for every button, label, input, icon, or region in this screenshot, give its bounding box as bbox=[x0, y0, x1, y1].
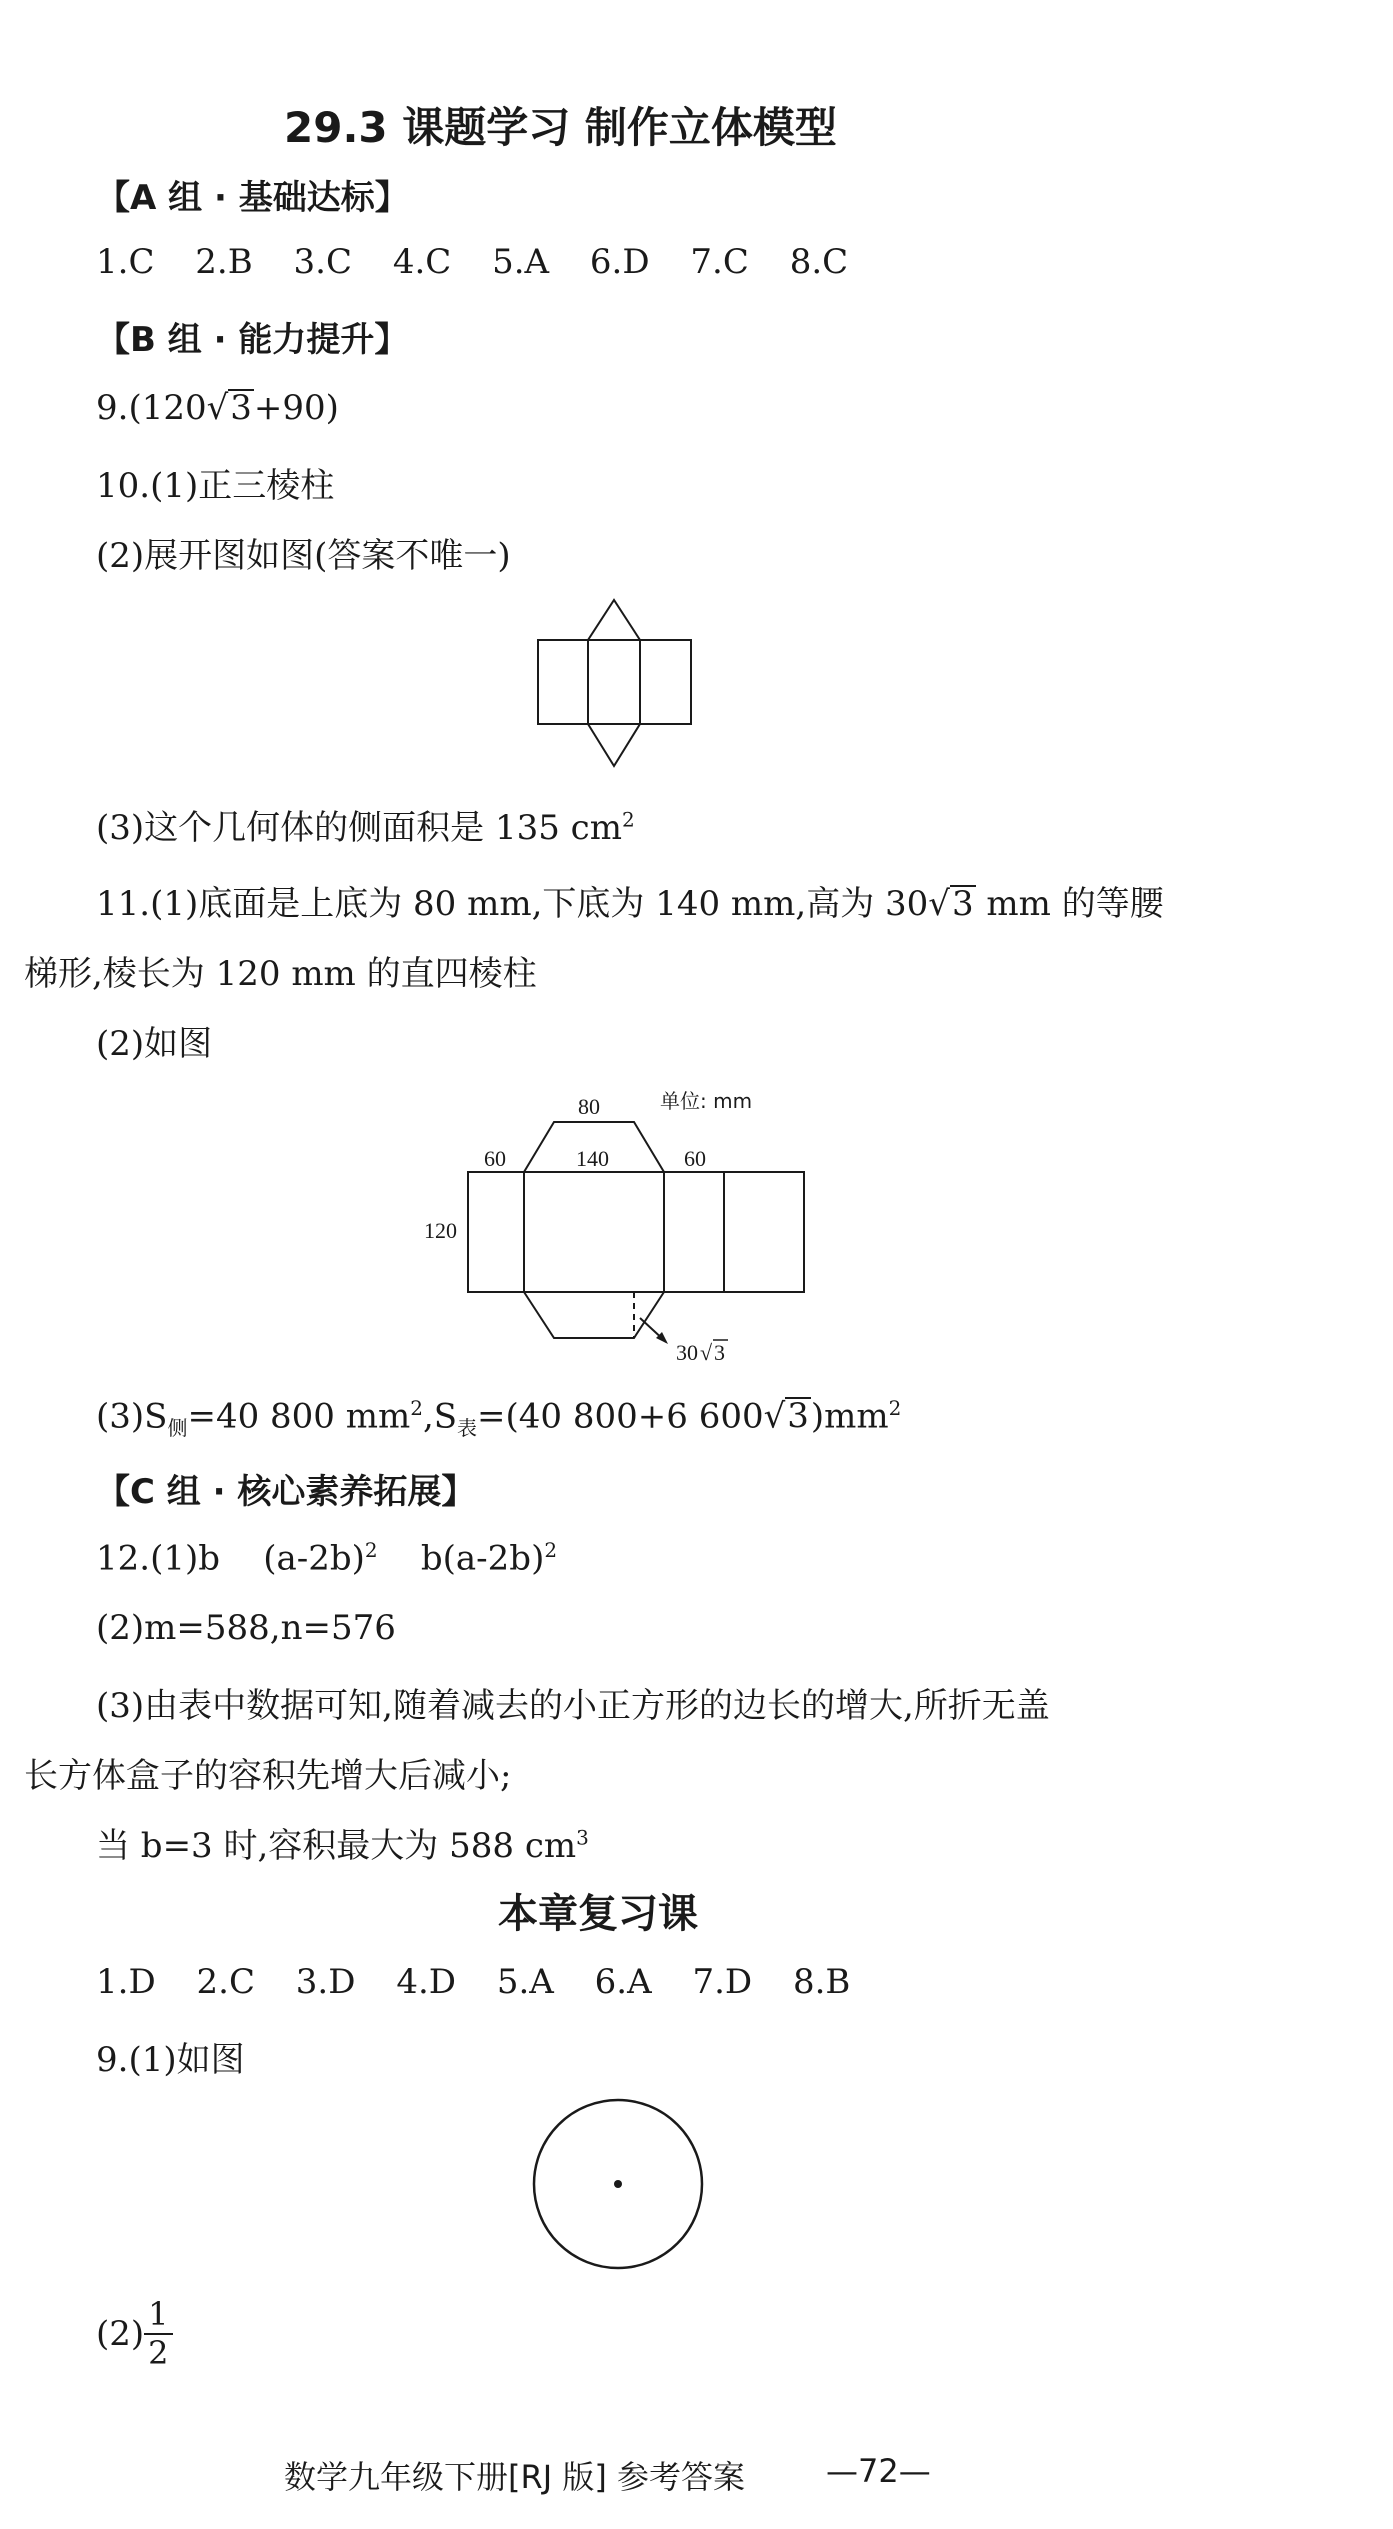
answer-11-3 bbox=[96, 1396, 901, 1441]
text: =(40 800+6 600 bbox=[477, 1396, 764, 1437]
superscript: 3 bbox=[576, 1825, 589, 1850]
answer-item: 6.A bbox=[594, 1962, 652, 2002]
section-title: 29.3 课题学习 制作立体模型 bbox=[284, 103, 837, 152]
text: 12.(1)b (a-2b) bbox=[96, 1538, 365, 1579]
sqrt-icon: √ bbox=[763, 1396, 786, 1437]
net-bottom-triangle bbox=[588, 724, 640, 766]
superscript: 2 bbox=[364, 1538, 378, 1562]
answer-item: 7.C bbox=[690, 242, 749, 282]
radicand: 3 bbox=[230, 388, 252, 428]
answer-9 bbox=[96, 388, 339, 428]
answer-9-suffix: +90) bbox=[253, 388, 339, 428]
trapezoid-prism-net-figure bbox=[420, 1086, 840, 1376]
label-height-120: 120 bbox=[424, 1218, 457, 1243]
answer-11-1a-text: 11.(1)底面是上底为 80 mm,下底为 140 mm,高为 30 bbox=[96, 884, 929, 924]
subscript: 侧 bbox=[167, 1416, 188, 1441]
answer-item: 3.C bbox=[293, 242, 352, 282]
answer-item: 2.C bbox=[196, 1962, 255, 2002]
numerator: 1 bbox=[144, 2296, 172, 2335]
review-answer-9-2 bbox=[96, 2296, 173, 2372]
net-main-rectangle bbox=[468, 1172, 804, 1292]
circle-figure bbox=[530, 2096, 706, 2272]
radicand: 3 bbox=[951, 884, 974, 924]
label-top-80: 80 bbox=[578, 1094, 600, 1119]
text: (2) bbox=[96, 2313, 145, 2354]
label-arrow-30: 30 bbox=[676, 1340, 698, 1365]
answer-item: 6.D bbox=[589, 242, 650, 282]
superscript: 2 bbox=[544, 1538, 558, 1562]
superscript: 2 bbox=[621, 807, 635, 832]
answer-12-3b: 长方体盒子的容积先增大后减小; bbox=[24, 1756, 512, 1796]
group-a-answers bbox=[96, 242, 878, 282]
answer-item: 4.C bbox=[392, 242, 452, 282]
sqrt-icon: √ bbox=[700, 1340, 713, 1365]
prism-net-figure bbox=[536, 598, 706, 778]
sqrt-icon: √ bbox=[206, 388, 229, 428]
answer-12-2: (2)m=588,n=576 bbox=[96, 1608, 396, 1648]
sqrt-icon: √ bbox=[928, 884, 950, 924]
page-number: —72— bbox=[826, 2452, 931, 2490]
answer-item: 1.D bbox=[96, 1962, 156, 2002]
answer-item: 1.C bbox=[96, 242, 155, 282]
superscript: 2 bbox=[888, 1396, 902, 1420]
answer-10-3-text: (3)这个几何体的侧面积是 135 cm bbox=[96, 808, 622, 848]
text: (3)S bbox=[96, 1396, 168, 1437]
superscript: 2 bbox=[410, 1396, 423, 1420]
radicand: 3 bbox=[787, 1396, 809, 1437]
answer-item: 3.D bbox=[295, 1962, 356, 2002]
unit-label: 单位: mm bbox=[660, 1089, 753, 1113]
subscript: 表 bbox=[457, 1416, 478, 1441]
answer-10-2: (2)展开图如图(答案不唯一) bbox=[96, 536, 511, 576]
group-a-header: 【A 组 · 基础达标】 bbox=[96, 178, 409, 218]
group-b-header: 【B 组 · 能力提升】 bbox=[96, 320, 409, 360]
answer-item: 4.D bbox=[396, 1962, 457, 2002]
review-answer-9-1: 9.(1)如图 bbox=[96, 2040, 245, 2080]
label-inner-140: 140 bbox=[576, 1146, 609, 1171]
answer-9-prefix: 9.(120 bbox=[96, 388, 207, 428]
answer-item: 8.C bbox=[789, 242, 849, 282]
answer-item: 5.A bbox=[492, 242, 550, 282]
answer-11-1a-suffix: mm 的等腰 bbox=[975, 884, 1164, 924]
text: =40 800 mm bbox=[187, 1396, 411, 1437]
circle-center-dot bbox=[614, 2180, 622, 2188]
answer-item: 2.B bbox=[195, 242, 253, 282]
answer-12-3c bbox=[96, 1818, 589, 1867]
footer-text: 数学九年级下册[RJ 版] 参考答案 bbox=[284, 2458, 745, 2496]
label-arrow-radicand: 3 bbox=[714, 1340, 725, 1365]
net-bottom-trapezoid bbox=[524, 1292, 664, 1338]
text: b(a-2b) bbox=[377, 1538, 545, 1579]
answer-item: 5.A bbox=[496, 1962, 554, 2002]
text: 当 b=3 时,容积最大为 588 cm bbox=[96, 1826, 577, 1866]
answer-item: 7.D bbox=[692, 1962, 753, 2002]
answer-12-3a: (3)由表中数据可知,随着减去的小正方形的边长的增大,所折无盖 bbox=[96, 1686, 1050, 1726]
group-c-header: 【C 组 · 核心素养拓展】 bbox=[96, 1472, 476, 1512]
net-rectangle bbox=[538, 640, 691, 724]
answer-11-1b: 梯形,棱长为 120 mm 的直四棱柱 bbox=[24, 954, 537, 994]
net-top-triangle bbox=[588, 600, 640, 640]
answer-10-3 bbox=[96, 800, 635, 849]
answer-11-2: (2)如图 bbox=[96, 1024, 213, 1064]
label-left-60: 60 bbox=[484, 1146, 506, 1171]
review-answers bbox=[96, 1962, 880, 2002]
answer-10-1: 10.(1)正三棱柱 bbox=[96, 466, 335, 506]
answer-11-1a bbox=[96, 876, 1164, 925]
fraction bbox=[144, 2296, 172, 2372]
answer-item: 8.B bbox=[792, 1962, 851, 2002]
denominator: 2 bbox=[148, 2333, 169, 2372]
text: )mm bbox=[810, 1396, 889, 1437]
review-title: 本章复习课 bbox=[498, 1891, 698, 1937]
label-right-60: 60 bbox=[684, 1146, 706, 1171]
text: ,S bbox=[422, 1396, 458, 1437]
answer-12-1 bbox=[96, 1538, 557, 1578]
